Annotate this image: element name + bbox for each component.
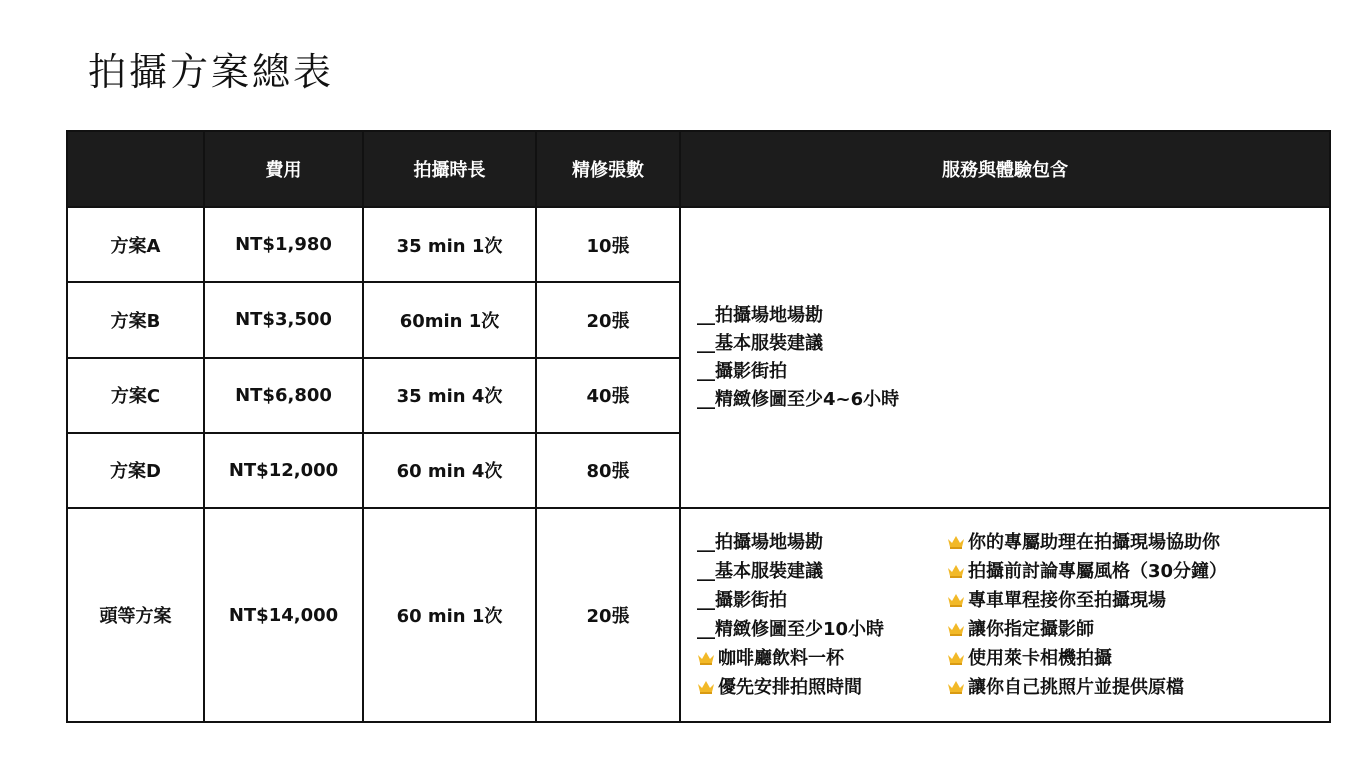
service-item-label: 專車單程接你至拍攝現場 [968,590,1166,612]
service-item-label: 你的專屬助理在拍攝現場協助你 [968,532,1220,554]
crown-icon [947,680,965,694]
plan-name: 方案B [67,282,204,357]
service-item [697,586,947,615]
plan-price: NT$3,500 [204,282,363,357]
service-item-label: 讓你自己挑照片並提供原檔 [968,677,1184,699]
service-item [697,528,947,557]
premium-services-list-1 [697,528,947,702]
crown-icon [947,651,965,665]
standard-services-list [697,302,1329,414]
service-item [697,644,947,673]
plan-table [66,130,1331,723]
crown-icon [947,564,965,578]
plan-photos: 20張 [536,282,680,357]
service-item-label: __基本服裝建議 [697,561,823,583]
premium-services [681,528,1329,702]
plan-name: 方案A [67,207,204,282]
plan-photos: 40張 [536,358,680,433]
premium-services-list-2 [947,528,1329,702]
service-item: __拍攝場地場勘 [697,304,823,326]
service-item-label: __拍攝場地場勘 [697,532,823,554]
plan-price: NT$14,000 [204,508,363,722]
service-item [947,644,1329,673]
table-row-premium [67,508,1330,722]
header-photos: 精修張數 [536,131,680,207]
service-item [697,615,947,644]
service-item [697,673,947,702]
service-item [697,557,947,586]
plan-duration: 60 min 4次 [363,433,536,508]
premium-services-cell [680,508,1330,722]
plan-duration: 60min 1次 [363,282,536,357]
plan-photos: 80張 [536,433,680,508]
plan-price: NT$1,980 [204,207,363,282]
service-item: __精緻修圖至少4~6小時 [697,388,900,410]
service-item: __基本服裝建議 [697,332,823,354]
plan-duration: 60 min 1次 [363,508,536,722]
page-title: 拍攝方案總表 [88,50,335,94]
plan-duration: 35 min 1次 [363,207,536,282]
header-price: 費用 [204,131,363,207]
plan-photos: 20張 [536,508,680,722]
table-header-row [67,131,1330,207]
plan-price: NT$6,800 [204,358,363,433]
service-item [947,528,1329,557]
service-item [947,673,1329,702]
plan-name: 頭等方案 [67,508,204,722]
premium-services-col1 [697,528,947,702]
crown-icon [947,622,965,636]
plan-photos: 10張 [536,207,680,282]
plan-price: NT$12,000 [204,433,363,508]
service-item [947,557,1329,586]
plan-name: 方案C [67,358,204,433]
service-item [947,586,1329,615]
crown-icon [947,593,965,607]
service-item-label: __精緻修圖至少10小時 [697,619,885,641]
crown-icon [697,680,715,694]
service-item [947,615,1329,644]
standard-services-cell [680,207,1330,508]
service-item-label: 優先安排拍照時間 [718,677,862,699]
header-duration: 拍攝時長 [363,131,536,207]
service-item-label: __攝影街拍 [697,590,787,612]
plan-name: 方案D [67,433,204,508]
service-item-label: 拍攝前討論專屬風格（30分鐘） [968,561,1228,583]
header-plan [67,131,204,207]
premium-services-col2 [947,528,1329,702]
service-item-label: 使用萊卡相機拍攝 [968,648,1112,670]
crown-icon [947,535,965,549]
service-item-label: 讓你指定攝影師 [968,619,1094,641]
table-row [67,207,1330,282]
header-services: 服務與體驗包含 [680,131,1330,207]
service-item-label: 咖啡廳飲料一杯 [718,648,844,670]
plan-duration: 35 min 4次 [363,358,536,433]
crown-icon [697,651,715,665]
service-item: __攝影街拍 [697,360,787,382]
